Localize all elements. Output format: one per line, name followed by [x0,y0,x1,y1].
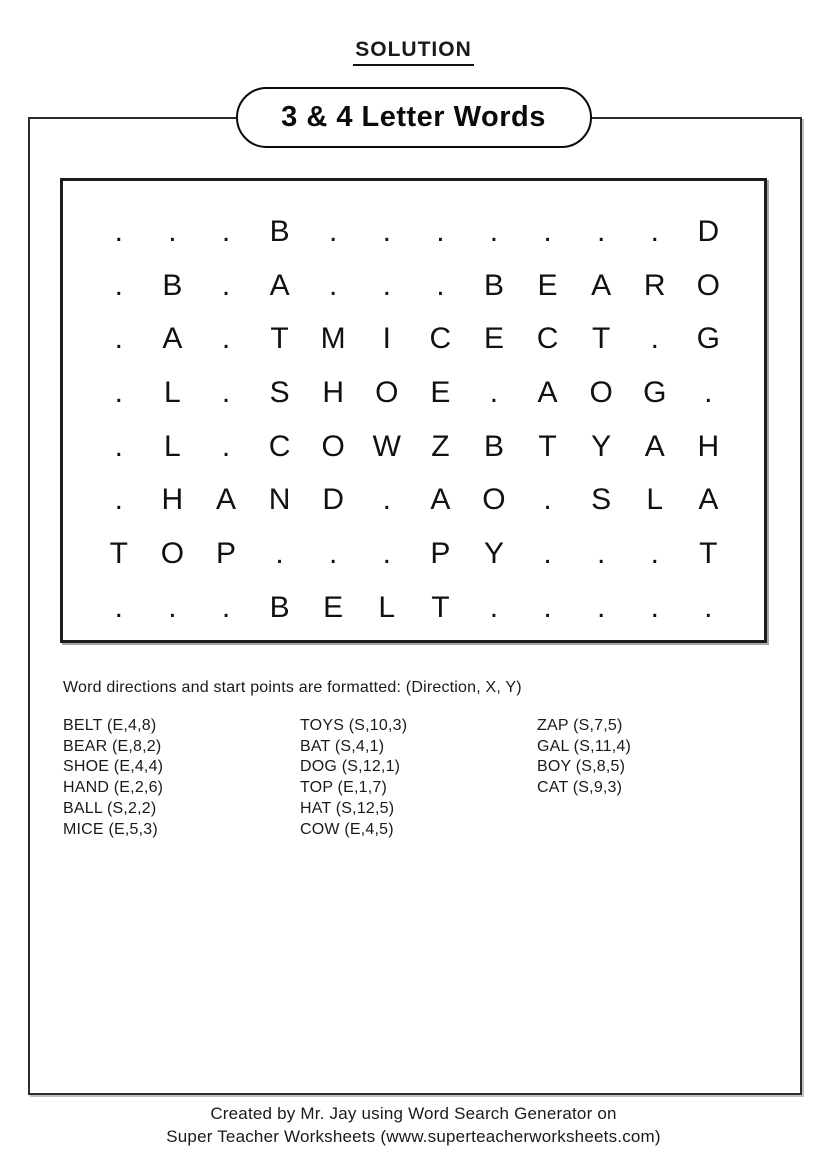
grid-letter-cell: B [269,590,290,624]
grid-letter-cell: S [269,376,290,410]
grid-letter-cell: O [321,429,345,463]
footer-line-1: Created by Mr. Jay using Word Search Generator on [210,1104,617,1123]
grid-empty-cell: . [596,537,606,571]
grid-empty-cell: . [114,376,123,410]
footer-line-2: Super Teacher Worksheets (www.superteacherworksheets.com) [166,1127,661,1146]
grid-letter-cell: H [697,429,720,463]
word-entry: BOY (S,8,5) [537,758,626,776]
grid-empty-cell: . [221,429,231,463]
grid-letter-cell: E [323,590,344,624]
grid-empty-cell: . [704,590,713,624]
page-title: 3 & 4 Letter Words [281,101,546,133]
grid-empty-cell: . [275,537,284,571]
grid-letter-cell: P [430,537,451,571]
grid-empty-cell: . [650,590,659,624]
grid-letter-cell: P [215,537,236,571]
grid-letter-cell: A [215,483,236,517]
title-pill [236,87,592,148]
word-entry: DOG (S,12,1) [300,758,401,776]
grid-letter-cell: A [269,268,290,302]
grid-letter-cell: L [646,483,664,517]
grid-letter-cell: O [696,268,720,302]
grid-letter-cell: T [431,590,450,624]
word-entry: BEAR (E,8,2) [63,737,162,755]
grid-empty-cell: . [596,215,606,248]
grid-letter-cell: L [164,429,181,463]
grid-letter-cell: E [483,322,504,356]
word-entry: COW (E,4,5) [300,820,394,838]
grid-letter-cell: A [698,483,719,517]
grid-empty-cell: . [543,537,552,571]
grid-empty-cell: . [436,268,445,302]
word-entry: HAT (S,12,5) [300,799,395,817]
grid-letter-cell: O [375,376,399,410]
grid-letter-cell: E [430,376,451,410]
grid-letter-cell: D [697,215,720,248]
word-entry: CAT (S,9,3) [537,779,623,797]
word-list-column [63,716,300,840]
grid-letter-cell: T [538,429,557,463]
grid-letter-cell: Z [431,429,450,463]
grid-empty-cell: . [543,483,552,517]
grid-empty-cell: . [489,376,499,410]
grid-empty-cell: . [168,590,177,624]
grid-empty-cell: . [596,590,606,624]
footer-credit [0,1102,827,1148]
grid-empty-cell: . [543,215,552,248]
grid-empty-cell: . [382,483,391,517]
word-list-column [300,716,537,840]
grid-letter-cell: B [162,268,183,302]
grid-empty-cell: . [704,376,713,410]
grid-letter-cell: C [429,322,452,356]
grid-empty-cell: . [114,590,123,624]
grid-empty-cell: . [114,268,123,302]
grid-letter-cell: N [268,483,291,517]
grid-empty-cell: . [650,537,659,571]
grid-empty-cell: . [114,483,123,517]
grid-empty-cell: . [543,590,552,624]
grid-letter-cell: E [537,268,558,302]
grid-letter-cell: B [269,215,290,248]
grid-letter-cell: T [699,537,718,571]
solution-label: SOLUTION [353,38,474,66]
word-entry: BALL (S,2,2) [63,799,157,817]
grid-letter-cell: B [483,429,504,463]
grid-letter-cell: A [644,429,665,463]
grid-letter-cell: T [591,322,611,356]
word-entry: GAL (S,11,4) [537,737,631,755]
grid-letter-cell: D [322,483,344,517]
grid-empty-cell: . [114,429,123,463]
word-search-grid [92,205,764,635]
grid-letter-cell: A [591,268,612,302]
grid-empty-cell: . [329,268,338,302]
grid-empty-cell: . [329,537,338,571]
word-entry: BELT (E,4,8) [63,717,157,734]
grid-empty-cell: . [168,215,177,248]
grid-letter-cell: M [320,322,346,356]
grid-letter-cell: W [372,429,401,463]
grid-empty-cell: . [221,268,231,302]
grid-empty-cell: . [382,268,391,302]
word-list [63,716,774,840]
word-entry: MICE (E,5,3) [63,820,158,838]
grid-empty-cell: . [221,215,231,248]
grid-letter-cell: O [482,483,506,517]
grid-letter-cell: Y [591,429,612,463]
grid-letter-cell: T [109,537,128,571]
grid-letter-cell: L [378,590,396,624]
grid-letter-cell: C [536,322,559,356]
grid-empty-cell: . [650,215,659,248]
grid-letter-cell: B [483,268,504,302]
word-entry: HAND (E,2,6) [63,779,164,797]
grid-letter-cell: A [537,376,558,410]
grid-letter-cell: H [322,376,344,410]
grid-empty-cell: . [221,590,231,624]
grid-empty-cell: . [436,215,445,248]
grid-letter-cell: T [270,322,289,356]
legend-text: Word directions and start points are formatted: (Direction, X, Y) [63,679,522,696]
grid-empty-cell: . [221,376,231,410]
grid-letter-cell: A [430,483,451,517]
grid-empty-cell: . [221,322,231,356]
word-search-grid-box [60,178,767,643]
grid-letter-cell: O [160,537,185,571]
grid-empty-cell: . [382,215,391,248]
grid-letter-cell: I [382,322,391,356]
grid-letter-cell: L [164,376,181,410]
grid-letter-cell: C [268,429,291,463]
grid-empty-cell: . [329,215,338,248]
grid-letter-cell: S [591,483,612,517]
grid-empty-cell: . [650,322,659,356]
grid-empty-cell: . [489,215,499,248]
word-entry: BAT (S,4,1) [300,737,385,755]
word-list-column [537,716,774,840]
word-entry: ZAP (S,7,5) [537,717,623,734]
word-entry: TOP (E,1,7) [300,779,387,797]
grid-letter-cell: Y [483,537,504,571]
grid-letter-cell: H [161,483,184,517]
grid-letter-cell: R [643,268,666,302]
grid-letter-cell: O [589,376,613,410]
grid-letter-cell: A [162,322,183,356]
grid-letter-cell: G [643,376,667,410]
grid-empty-cell: . [114,322,123,356]
word-entry: TOYS (S,10,3) [300,717,408,734]
grid-empty-cell: . [489,590,499,624]
grid-empty-cell: . [382,537,391,571]
grid-empty-cell: . [114,215,123,248]
solution-heading [0,38,827,66]
word-entry: SHOE (E,4,4) [63,758,164,776]
grid-letter-cell: G [696,322,720,356]
